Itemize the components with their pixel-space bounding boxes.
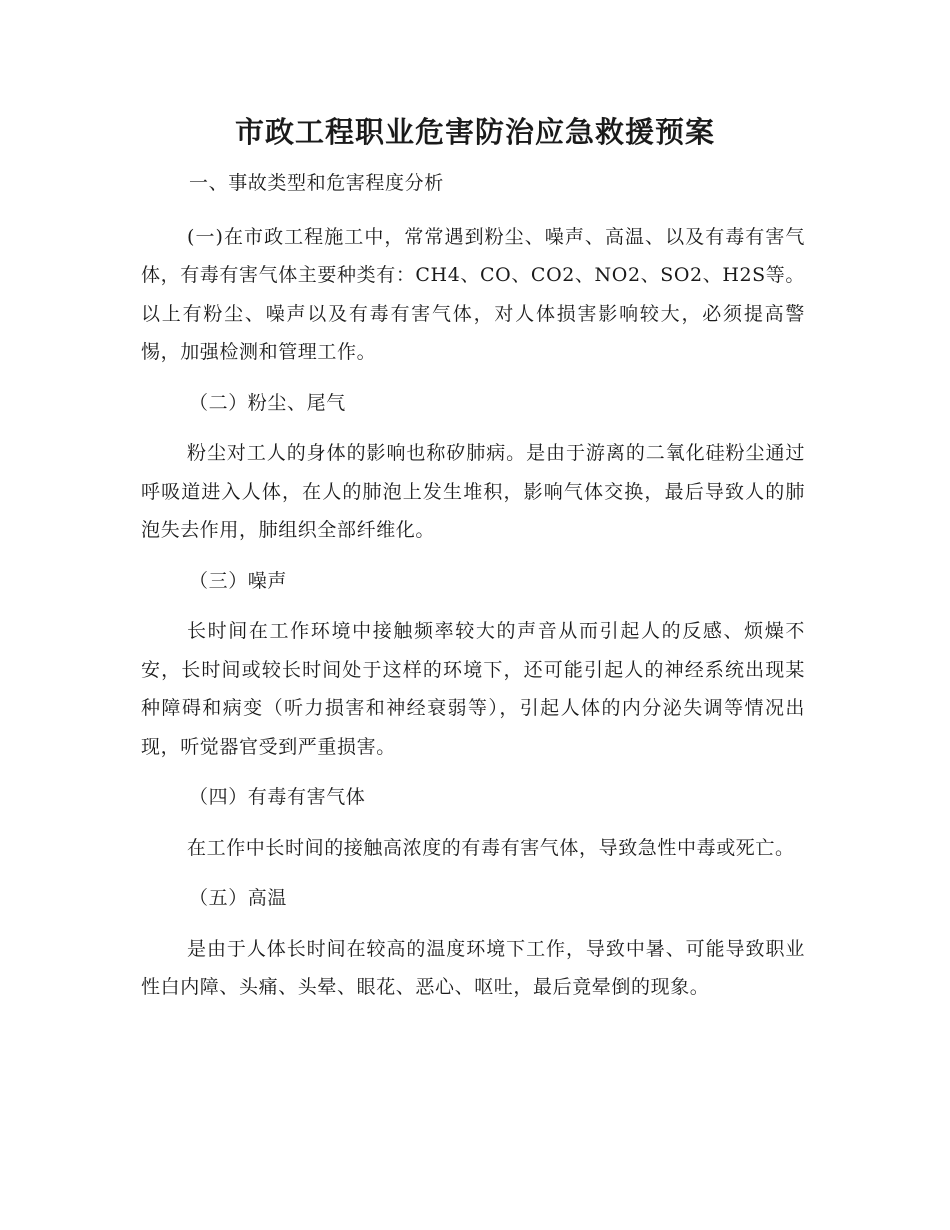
document-body [141,164,805,1019]
document-title: 市政工程职业危害防治应急救援预案 [234,115,715,149]
section-heading: 一、事故类型和危害程度分析 [189,172,444,194]
paragraph-intro: (一)在市政工程施工中，常常遇到粉尘、噪声、高温、以及有毒有害气体，有毒有害气体主要种类有：CH4、CO、CO2、NO2、SO2、H2S等。以上有粉尘、噪声以及有毒有害气体，对人体损害影响较大，必须提高警惕，加强检测和管理工作。 [141,225,805,363]
paragraph-toxic-gas: 在工作中长时间的接触高浓度的有毒有害气体，导致急性中毒或死亡。 [187,836,795,859]
paragraph-dust: 粉尘对工人的身体的影响也称矽肺病。是由于游离的二氧化硅粉尘通过呼吸道进入人体，在人的肺泡上发生堆积，影响气体交换，最后导致人的肺泡失去作用，肺组织全部纤维化。 [141,442,805,541]
paragraph-high-temperature: 是由于人体长时间在较高的温度环境下工作，导致中暑、可能导致职业性白内障、头痛、头晕、眼花、恶心、呕吐，最后竟晕倒的现象。 [141,937,805,998]
subheading-noise: （三）噪声 [189,569,288,592]
paragraph-noise: 长时间在工作环境中接触频率较大的声音从而引起人的反感、烦燥不安，长时间或较长时间处于这样的环境下，还可能引起人的神经系统出现某种障碍和病变（听力损害和神经衰弱等），引起人体的内分泌失调等情况出现，听觉器官受到严重损害。 [141,620,805,758]
subheading-dust: （二）粉尘、尾气 [189,391,346,414]
subheading-high-temperature: （五）高温 [189,887,288,909]
subheading-toxic-gas: （四）有毒有害气体 [189,786,366,808]
